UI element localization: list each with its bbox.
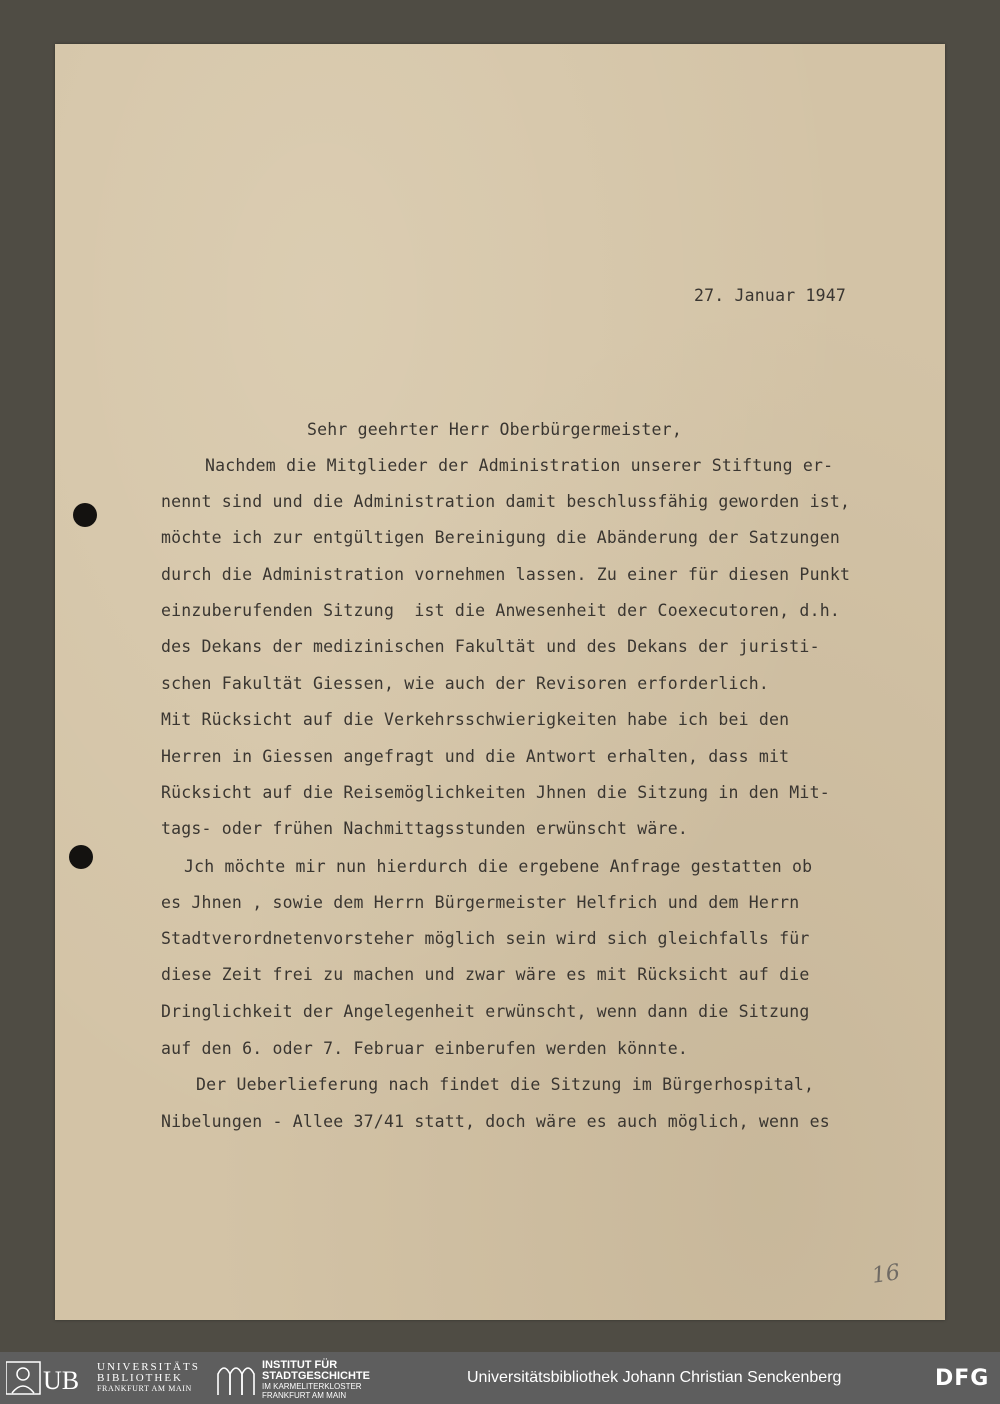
isg-logo[interactable] [216, 1360, 256, 1396]
dfg-logo[interactable]: DFG [935, 1366, 990, 1391]
body-line: Nachdem die Mitglieder der Administration unserer Stiftung er- [205, 456, 834, 475]
library-name-link[interactable]: Universitätsbibliothek Johann Christian Senckenberg [467, 1369, 842, 1386]
body-line: es Jhnen , sowie dem Herrn Bürgermeister Helfrich und dem Herrn [161, 893, 800, 912]
ub-line-2: BIBLIOTHEK [97, 1372, 183, 1384]
body-line: Herren in Giessen angefragt und die Antwort erhalten, dass mit [161, 747, 790, 766]
body-line: nennt sind und die Administration damit beschlussfähig geworden ist, [161, 492, 851, 511]
isg-line-2: STADTGESCHICHTE [262, 1370, 370, 1382]
ub-logo[interactable] [6, 1361, 98, 1395]
ub-portrait-icon [6, 1361, 98, 1395]
body-line: Stadtverordnetenvorsteher möglich sein wird sich gleichfalls für [161, 929, 810, 948]
body-line: einzuberufenden Sitzung ist die Anwesenheit der Coexecutoren, d.h. [161, 601, 840, 620]
isg-text [262, 1360, 370, 1400]
body-line: Mit Rücksicht auf die Verkehrsschwierigkeiten habe ich bei den [161, 710, 790, 729]
body-line: Der Ueberlieferung nach findet die Sitzung im Bürgerhospital, [196, 1075, 815, 1094]
ub-text [97, 1362, 200, 1393]
salutation: Sehr geehrter Herr Oberbürgermeister, [307, 420, 682, 439]
body-line: möchte ich zur entgültigen Bereinigung die Abänderung der Satzungen [161, 528, 840, 547]
ub-mark: UB [43, 1366, 80, 1395]
body-line: tags- oder frühen Nachmittagsstunden erwünscht wäre. [161, 819, 688, 838]
body-line: Dringlichkeit der Angelegenheit erwünscht, wenn dann die Sitzung [161, 1002, 810, 1021]
archive-footer [0, 1352, 1000, 1404]
body-line: diese Zeit frei zu machen und zwar wäre es mit Rücksicht auf die [161, 965, 810, 984]
body-line: Rücksicht auf die Reisemöglichkeiten Jhnen die Sitzung in den Mit- [161, 783, 830, 802]
isg-line-3: IM KARMELITERKLOSTER [262, 1382, 362, 1391]
body-line: des Dekans der medizinischen Fakultät und des Dekans der juristi- [161, 637, 820, 656]
body-line: schen Fakultät Giessen, wie auch der Revisoren erforderlich. [161, 674, 770, 693]
isg-arches-icon [216, 1360, 256, 1396]
ub-line-3: FRANKFURT AM MAIN [97, 1384, 192, 1393]
isg-line-1: INSTITUT FÜR [262, 1359, 338, 1371]
body-line: auf den 6. oder 7. Februar einberufen werden könnte. [161, 1039, 688, 1058]
body-line: Nibelungen - Allee 37/41 statt, doch wäre es auch möglich, wenn es [161, 1112, 830, 1131]
body-line: Jch möchte mir nun hierdurch die ergebene Anfrage gestatten ob [184, 857, 813, 876]
body-line: durch die Administration vornehmen lassen. Zu einer für diesen Punkt [161, 565, 851, 584]
isg-line-4: FRANKFURT AM MAIN [262, 1391, 347, 1400]
letter-date: 27. Januar 1947 [694, 286, 847, 305]
handwritten-page-number: 16 [870, 1260, 902, 1289]
ub-line-1: UNIVERSITÄTS [97, 1361, 200, 1373]
